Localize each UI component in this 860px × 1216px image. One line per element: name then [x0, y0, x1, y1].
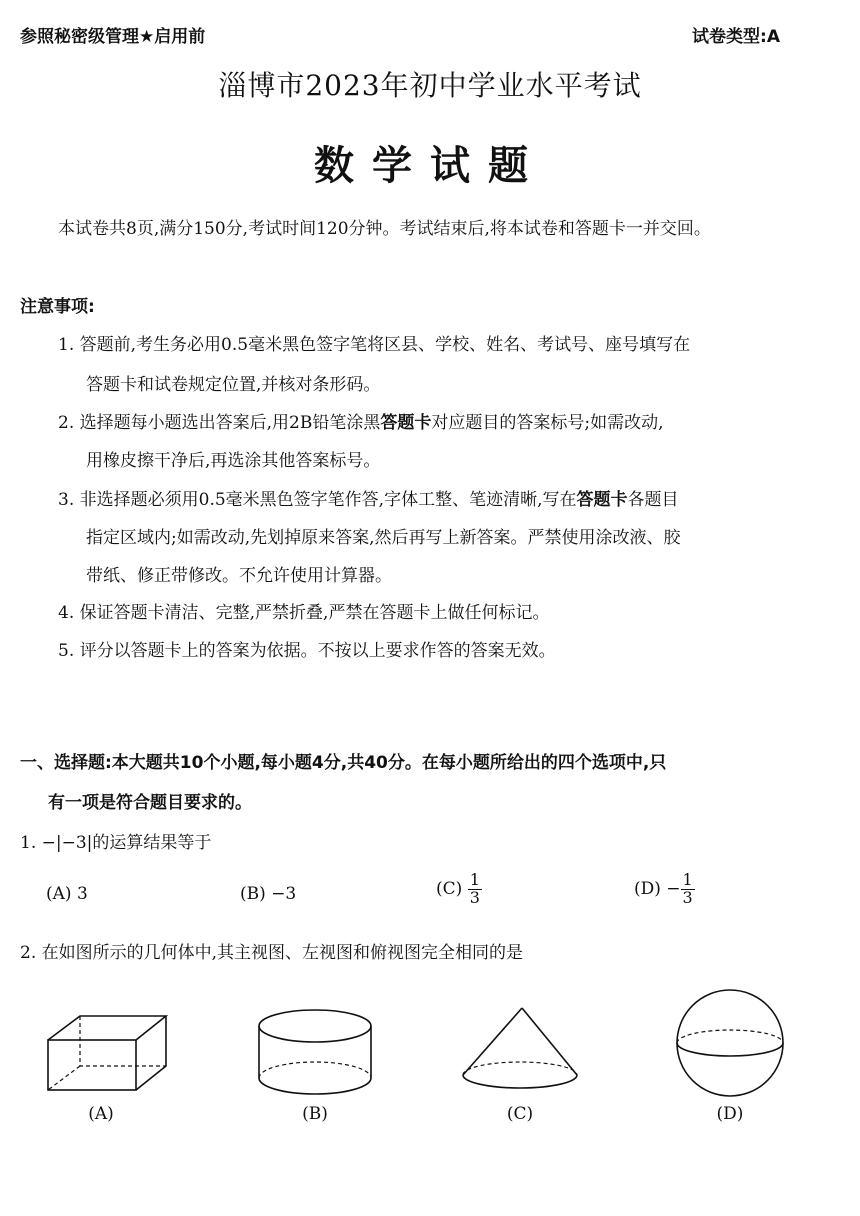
notice-item-3-cont: 指定区域内;如需改动,先划掉原来答案,然后再写上新答案。严禁使用涂改液、胶 [86, 528, 681, 548]
notice-text: 答题前,考生务必用0.5毫米黑色签字笔将区县、学校、姓名、考试号、座号填写在 [79, 335, 691, 355]
fraction-denominator: 3 [682, 887, 693, 907]
notice-text: 非选择题必须用0.5毫米黑色签字笔作答,字体工整、笔迹清晰,写在 [79, 490, 577, 510]
secret-level-label: 参照秘密级管理★启用前 [20, 27, 206, 47]
shape-label-d: (D) [716, 1104, 744, 1124]
notice-text: 保证答题卡清洁、完整,严禁折叠,严禁在答题卡上做任何标记。 [79, 603, 550, 623]
notice-item-4 [58, 598, 549, 623]
notice-item-1 [58, 330, 690, 355]
cone-icon [456, 1000, 584, 1096]
shape-label-c: (C) [506, 1104, 534, 1124]
paper-type-label: 试卷类型:A [692, 27, 780, 47]
option-label: (D) − [634, 878, 681, 899]
fraction-denominator: 3 [469, 887, 480, 907]
fraction-one-third [468, 872, 482, 907]
question-2-text: 2. 在如图所示的几何体中,其主视图、左视图和俯视图完全相同的是 [20, 943, 524, 963]
answer-card-bold: 答题卡 [576, 490, 628, 510]
subject-title: 数学试题 [314, 143, 546, 189]
notice-item-5 [58, 636, 556, 661]
sphere-icon [672, 986, 788, 1100]
shape-label-b: (B) [302, 1104, 328, 1124]
notice-number: 1. [58, 335, 75, 355]
notice-item-2 [58, 408, 664, 433]
notice-text: 选择题每小题选出答案后,用2B铅笔涂黑 [79, 413, 381, 433]
notice-number: 5. [58, 641, 75, 661]
q1-option-d [634, 872, 695, 907]
cylinder-icon [250, 1004, 380, 1100]
exam-title: 淄博市2023年初中学业水平考试 [218, 69, 642, 102]
section-1-heading: 一、选择题:本大题共10个小题,每小题4分,共40分。在每小题所给出的四个选项中,只 [20, 753, 667, 773]
section-1-heading-cont: 有一项是符合题目要求的。 [48, 793, 252, 813]
shape-label-a: (A) [88, 1104, 114, 1124]
q1-option-b: (B) −3 [240, 884, 297, 904]
notice-text: 评分以答题卡上的答案为依据。不按以上要求作答的答案无效。 [79, 641, 556, 661]
notice-item-2-cont: 用橡皮擦干净后,再选涂其他答案标号。 [86, 451, 381, 471]
notice-text: 对应题目的答案标号;如需改动, [431, 413, 664, 433]
notice-number: 4. [58, 603, 75, 623]
fraction-numerator: 1 [469, 870, 480, 889]
intro-text: 本试卷共8页,满分150分,考试时间120分钟。考试结束后,将本试卷和答题卡一并交回。 [58, 219, 711, 239]
answer-card-bold: 答题卡 [380, 413, 432, 433]
question-1-text: 1. −|−3|的运算结果等于 [20, 833, 212, 853]
notice-item-1-cont: 答题卡和试卷规定位置,并核对条形码。 [86, 375, 381, 395]
q1-option-c [436, 872, 482, 907]
notice-number: 3. [58, 490, 75, 510]
cuboid-icon [40, 1012, 172, 1096]
notice-number: 2. [58, 413, 75, 433]
notice-heading: 注意事项: [20, 297, 95, 317]
q1-option-a: (A) 3 [46, 884, 88, 904]
option-label: (C) [436, 878, 463, 899]
notice-item-3 [58, 485, 678, 510]
notice-text: 各题目 [627, 490, 679, 510]
fraction-numerator: 1 [682, 870, 693, 889]
notice-item-3-cont2: 带纸、修正带修改。不允许使用计算器。 [86, 566, 392, 586]
fraction-one-third [681, 872, 695, 907]
